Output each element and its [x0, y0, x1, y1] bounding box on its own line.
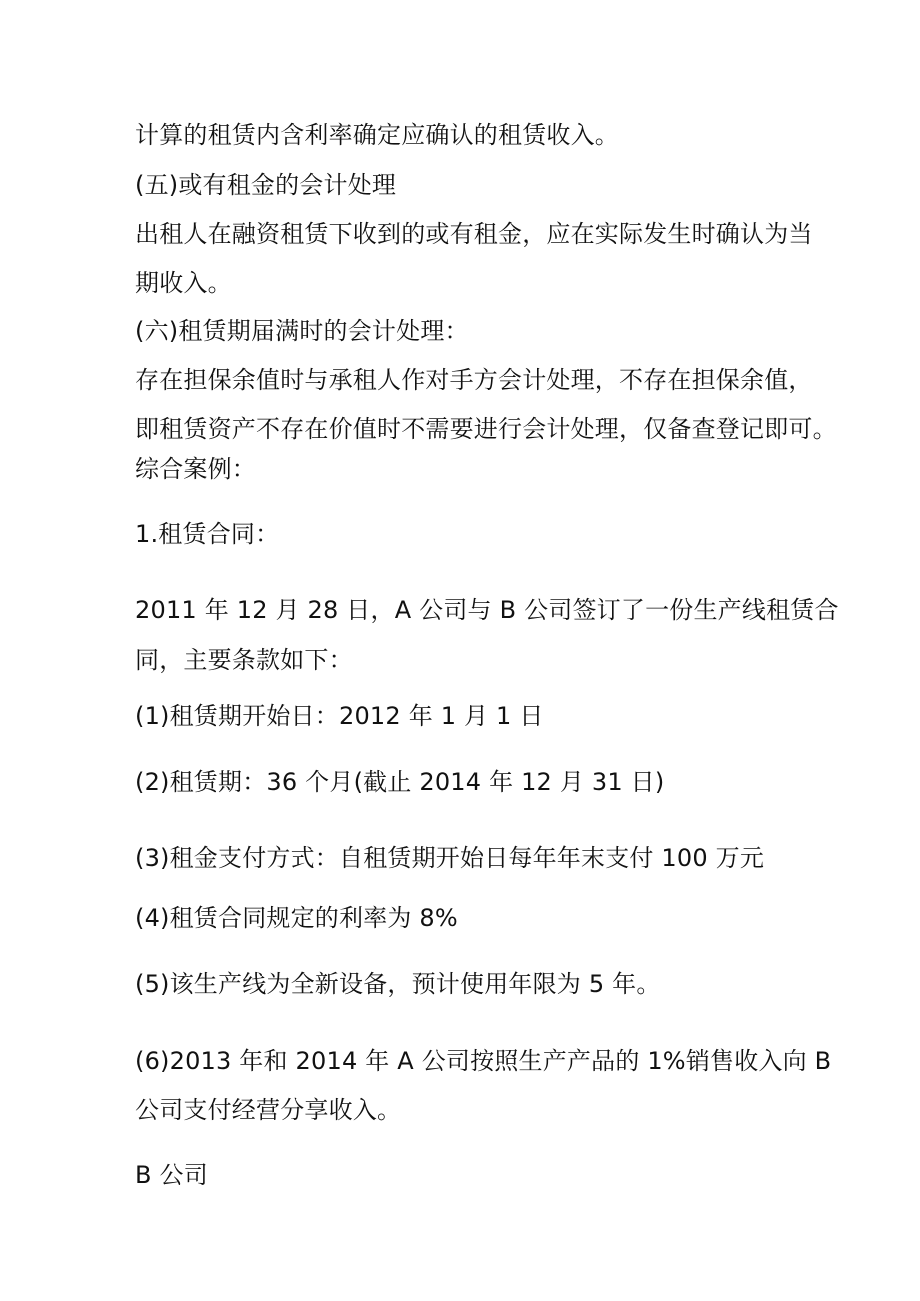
- text-line: 2011 年 12 月 28 日，A 公司与 B 公司签订了一份生产线租赁合: [135, 596, 839, 624]
- clause-item: (4)租赁合同规定的利率为 8%: [135, 904, 458, 932]
- text-line: 即租赁资产不存在价值时不需要进行会计处理，仅备查登记即可。: [135, 415, 837, 443]
- section-heading: (五)或有租金的会计处理: [135, 171, 397, 199]
- clause-item: (3)租金支付方式：自租赁期开始日每年年末支付 100 万元: [135, 844, 765, 872]
- section-heading: (六)租赁期届满时的会计处理：: [135, 317, 469, 345]
- text-line: B 公司: [135, 1161, 208, 1189]
- clause-item: (5)该生产线为全新设备，预计使用年限为 5 年。: [135, 970, 661, 998]
- text-line: 期收入。: [135, 269, 232, 297]
- text-line: 公司支付经营分享收入。: [135, 1096, 402, 1124]
- text-line: 存在担保余值时与承租人作对手方会计处理，不存在担保余值，: [135, 366, 813, 394]
- text-line: 计算的租赁内含利率确定应确认的租赁收入。: [135, 121, 619, 149]
- clause-item: (6)2013 年和 2014 年 A 公司按照生产产品的 1%销售收入向 B: [135, 1047, 832, 1075]
- case-subheading: 1.租赁合同：: [135, 520, 280, 548]
- clause-item: (2)租赁期：36 个月(截止 2014 年 12 月 31 日): [135, 768, 665, 796]
- clause-item: (1)租赁期开始日：2012 年 1 月 1 日: [135, 702, 544, 730]
- case-heading: 综合案例：: [135, 455, 256, 483]
- text-line: 出租人在融资租赁下收到的或有租金，应在实际发生时确认为当: [135, 220, 813, 248]
- text-line: 同，主要条款如下：: [135, 646, 353, 674]
